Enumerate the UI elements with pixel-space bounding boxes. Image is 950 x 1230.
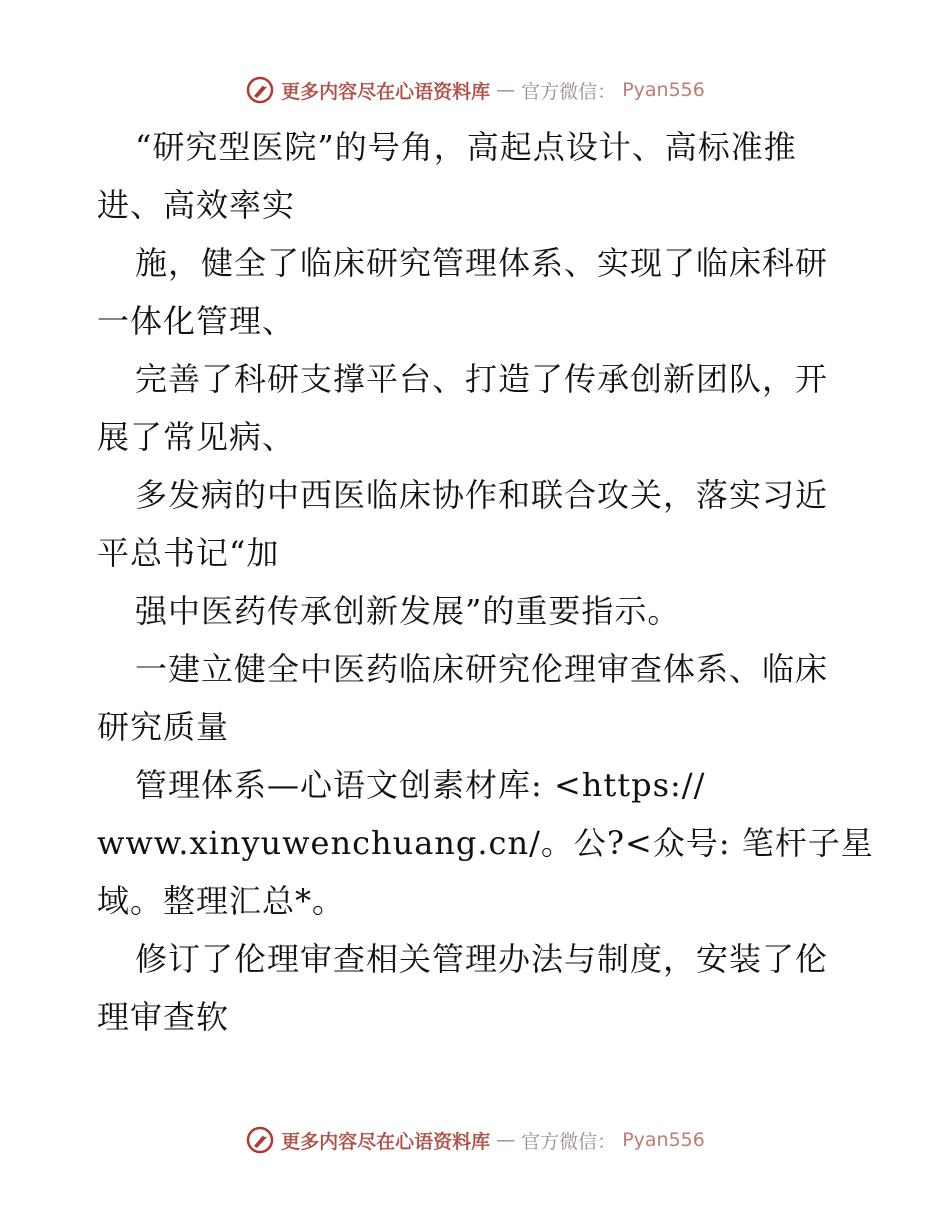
banner-dash: —: [496, 1129, 516, 1151]
text-line: 理审查软: [97, 998, 230, 1036]
header-banner: [0, 70, 950, 110]
footer-banner: [0, 1120, 950, 1160]
banner-official-label: 官方微信：: [521, 1130, 617, 1153]
pen-nib-logo-icon: [245, 1125, 275, 1155]
text-line: 多发病的中西医临床协作和联合攻关，落实习近: [135, 476, 829, 514]
text-line: 进、高效率实: [97, 186, 296, 224]
text-line: 一体化管理、: [97, 302, 296, 340]
text-line: 展了常见病、: [97, 418, 296, 456]
banner-brand-text: 更多内容尽在心语资料库: [281, 1130, 491, 1153]
text-line: 强中医药传承创新发展”的重要指示。: [135, 592, 681, 630]
text-line: 研究质量: [97, 708, 230, 746]
banner-wechat-id: Pyan556: [622, 79, 705, 101]
pen-nib-logo-icon: [245, 75, 275, 105]
text-line: “研究型医院”的号角，高起点设计、高标准推: [135, 128, 797, 166]
document-body: [97, 118, 874, 1046]
text-line: 修订了伦理审查相关管理办法与制度，安装了伦: [135, 940, 829, 978]
text-line: 完善了科研支撑平台、打造了传承创新团队，开: [135, 360, 829, 398]
text-line: 一建立健全中医药临床研究伦理审查体系、临床: [135, 650, 829, 688]
banner-wechat-id: Pyan556: [622, 1129, 705, 1151]
text-line: 施，健全了临床研究管理体系、实现了临床科研: [135, 244, 829, 282]
text-line: www.xinyuwenchuang.cn/。公?<众号: 笔杆子星: [97, 824, 874, 862]
text-line: 域。整理汇总*。: [97, 882, 346, 920]
banner-brand-text: 更多内容尽在心语资料库: [281, 80, 491, 103]
text-line: 管理体系—心语文创素材库: <https://: [135, 766, 706, 804]
text-line: 平总书记“加: [97, 534, 280, 572]
banner-official-label: 官方微信：: [521, 80, 617, 103]
banner-dash: —: [496, 79, 516, 101]
